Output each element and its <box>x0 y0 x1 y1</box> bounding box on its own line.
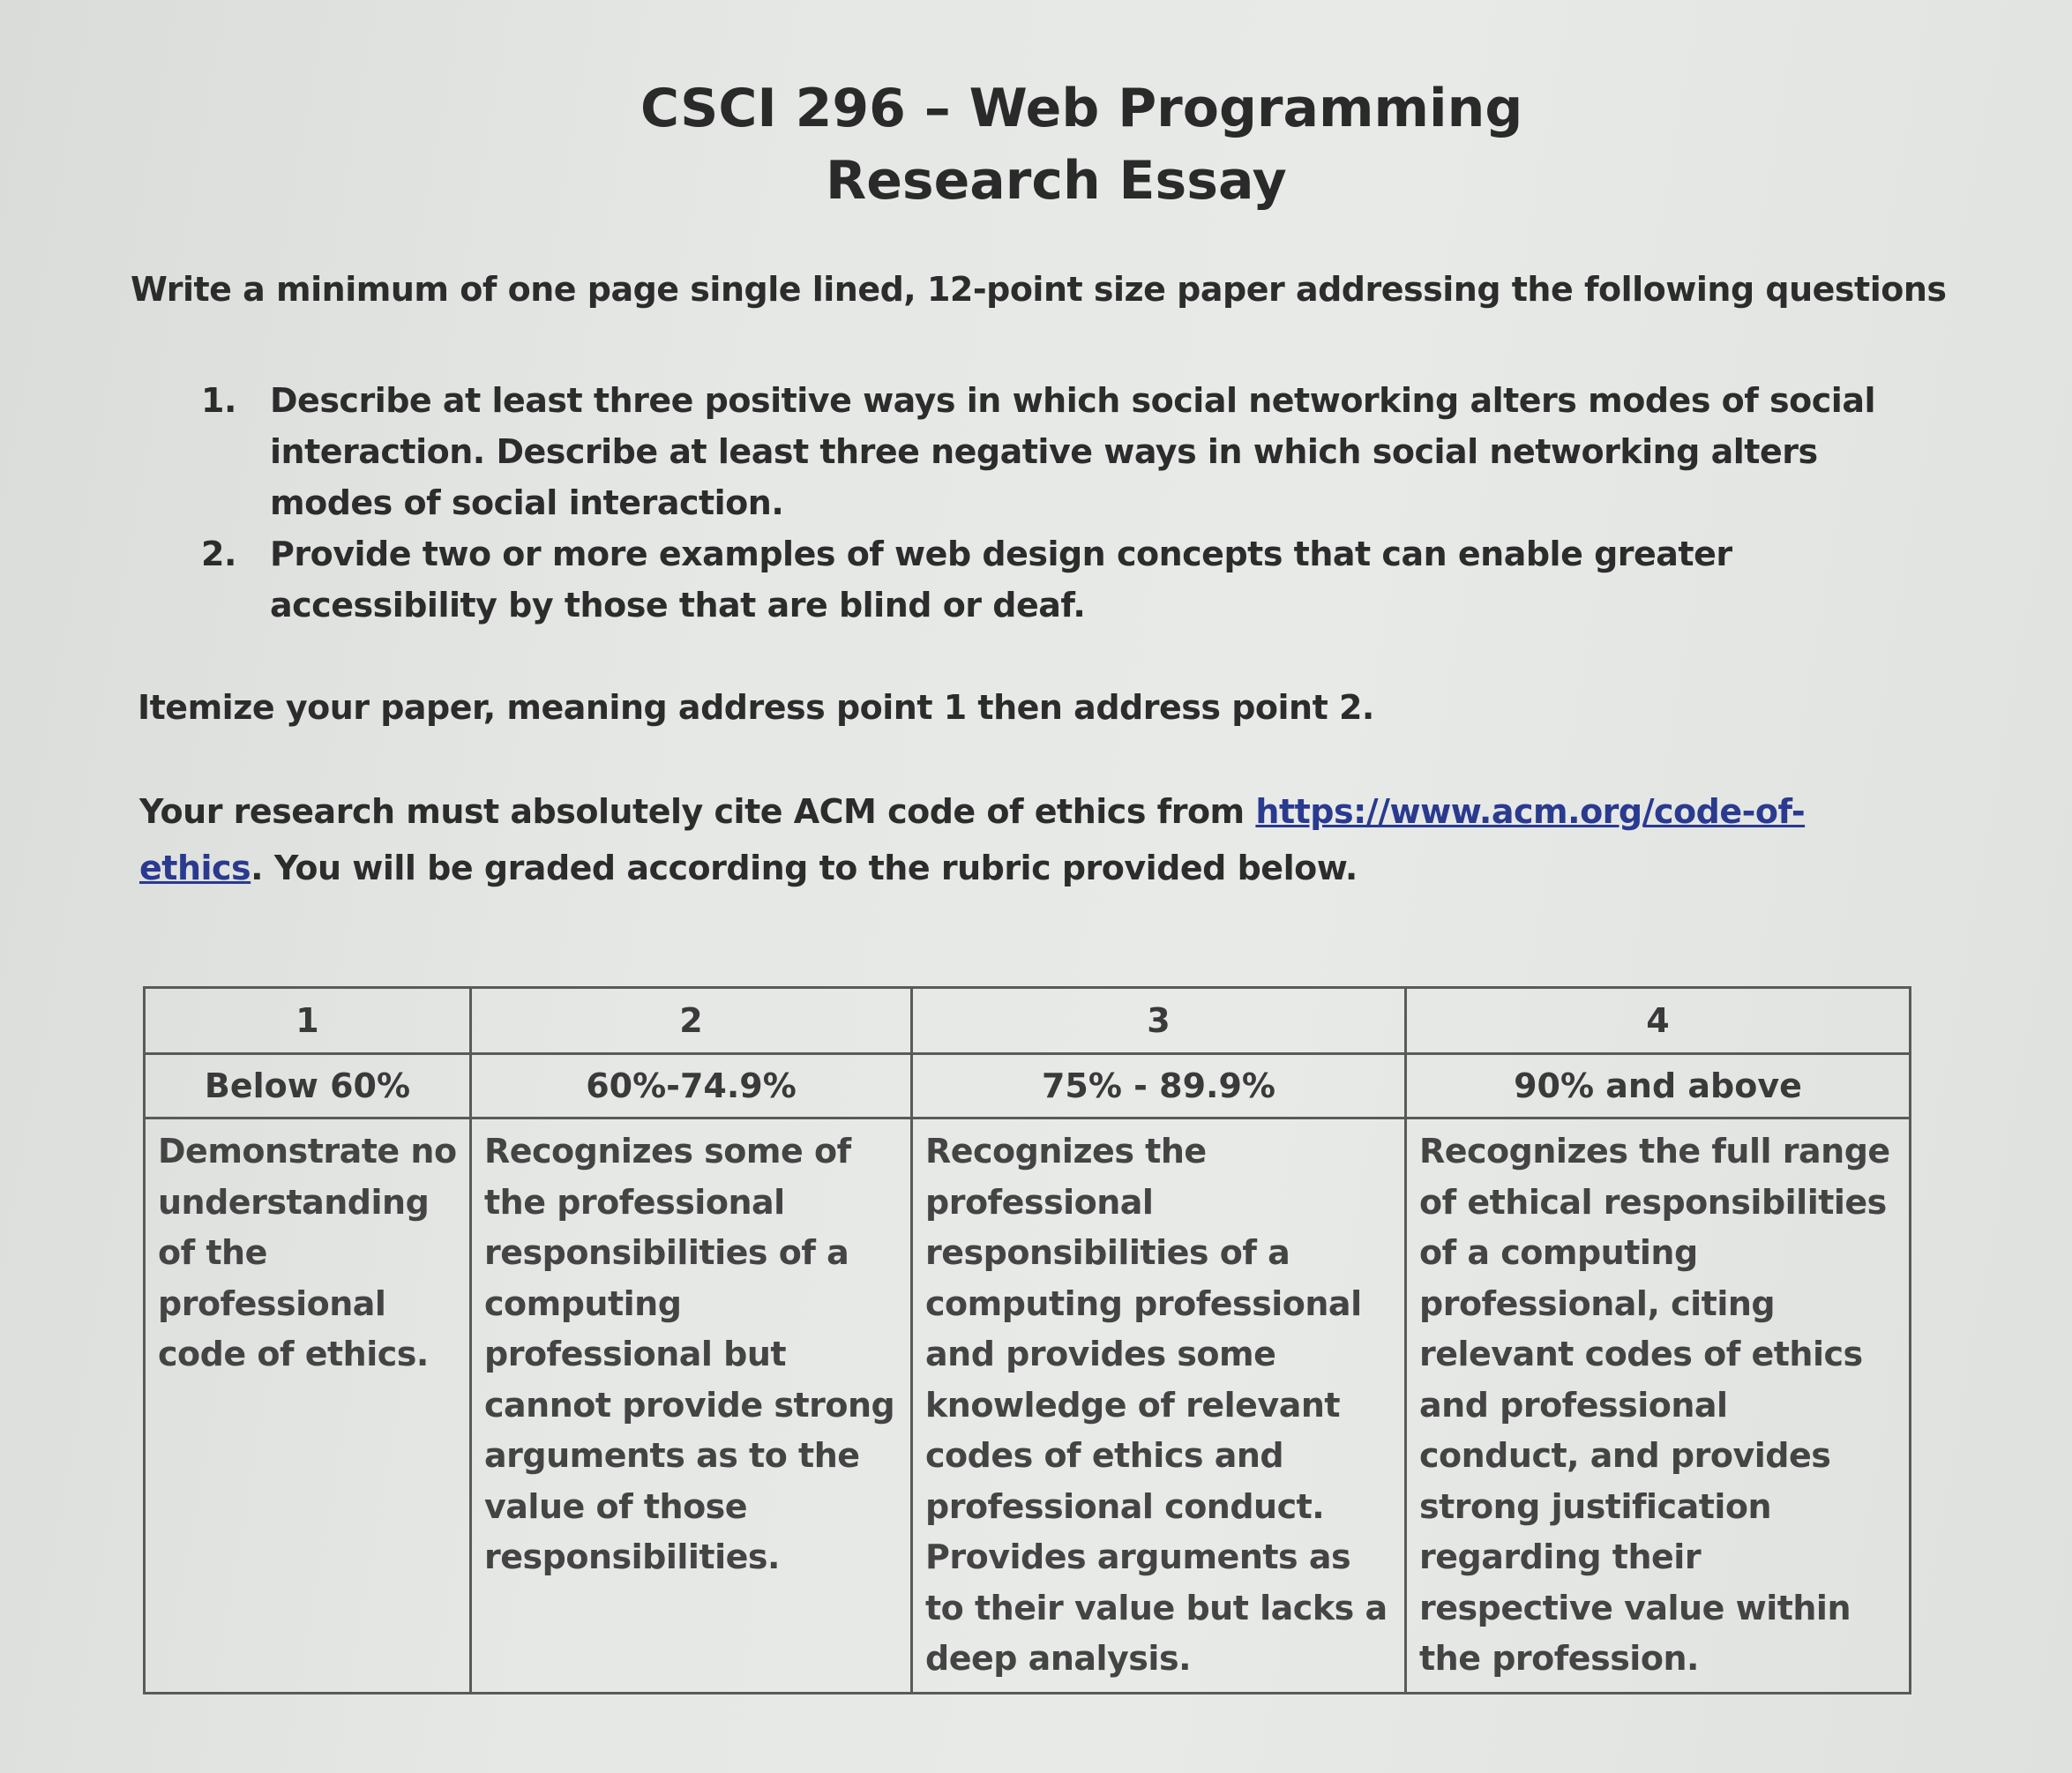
question-item <box>201 528 1895 631</box>
grading-rubric-table <box>143 986 1911 1694</box>
research-requirement <box>139 783 1921 896</box>
rubric-range-cell: 60%-74.9% <box>471 1054 912 1118</box>
intro-text: Write a minimum of one page single lined, 12-point size paper addressing the following questions <box>131 270 1947 309</box>
question-text: Provide two or more examples of web design concepts that can enable greater accessibility by those that are blind or deaf. <box>270 535 1732 625</box>
rubric-score-cell: 1 <box>145 988 471 1054</box>
rubric-description-cell: Recognizes some of the professional responsibilities of a computing professional but cannot provide strong arguments as to the value of those responsibilities. <box>471 1118 912 1694</box>
research-suffix: . You will be graded according to the rubric provided below. <box>251 849 1358 887</box>
course-title: CSCI 296 – Web Programming <box>640 78 1523 139</box>
rubric-range-cell: 75% - 89.9% <box>912 1054 1406 1118</box>
question-text: Describe at least three positive ways in which social networking alters modes of social interaction. Describe at least three negative ways in which social networking alters modes of social interaction. <box>270 381 1875 522</box>
rubric-range-cell: Below 60% <box>145 1054 471 1118</box>
itemize-note: Itemize your paper, meaning address point 1 then address point 2. <box>138 688 1374 727</box>
research-prefix: Your research must absolutely cite ACM code of ethics from <box>139 792 1256 831</box>
acm-code-of-ethics-link[interactable]: https://www.acm.org/code-of-ethics <box>139 792 1806 887</box>
rubric-description-cell: Recognizes the full range of ethical responsibilities of a computing professional, citing relevant codes of ethics and professional conduct, and provides strong justification regarding their respective value within the profession. <box>1406 1118 1911 1694</box>
question-item <box>201 375 1895 528</box>
rubric-score-row <box>145 988 1911 1054</box>
rubric-score-cell: 4 <box>1406 988 1911 1054</box>
rubric-description-row <box>145 1118 1911 1694</box>
rubric-range-row <box>145 1054 1911 1118</box>
rubric-description-cell: Demonstrate no understanding of the professional code of ethics. <box>145 1118 471 1694</box>
rubric-description-cell: Recognizes the professional responsibilities of a computing professional and provides some knowledge of relevant codes of ethics and professional conduct. Provides arguments as to their value but lacks a deep analysis. <box>912 1118 1406 1694</box>
rubric-score-cell: 2 <box>471 988 912 1054</box>
rubric-score-cell: 3 <box>912 988 1406 1054</box>
rubric-range-cell: 90% and above <box>1406 1054 1911 1118</box>
question-list <box>201 375 1895 631</box>
question-number: 2. <box>201 535 236 573</box>
assignment-title: Research Essay <box>826 150 1287 212</box>
question-number: 1. <box>201 381 236 420</box>
